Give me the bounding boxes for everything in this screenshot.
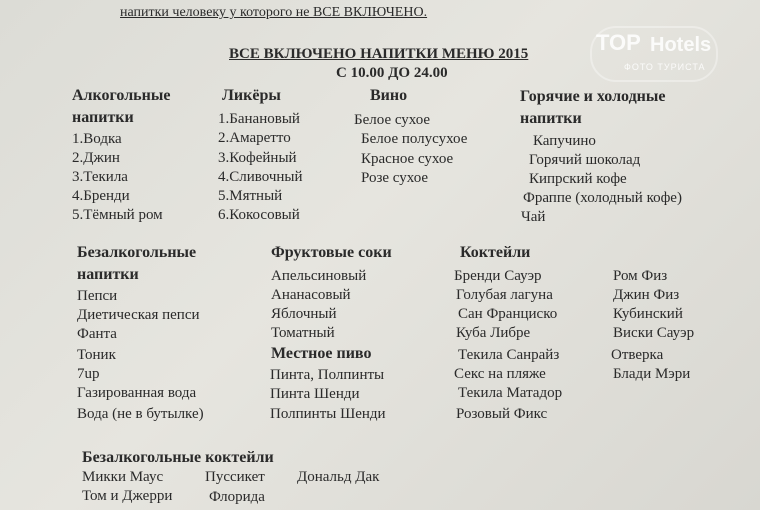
alcohol-heading-2: напитки xyxy=(72,109,134,126)
cocktail-item: Сан Франциско xyxy=(458,306,558,322)
watermark-hotels: Hotels xyxy=(650,34,712,56)
mocktail-item: Пуссикет xyxy=(205,469,265,485)
mocktail-item: Дональд Дак xyxy=(297,469,380,485)
wine-item: Белое сухое xyxy=(354,112,431,128)
soft-item: 7up xyxy=(77,366,100,382)
hot-cold-heading: Горячие и холодные xyxy=(520,88,666,105)
soft-item: Тоник xyxy=(77,347,116,363)
alcohol-item: 3.Текила xyxy=(72,169,128,185)
juice-item: Яблочный xyxy=(271,306,337,322)
cocktail-item: Текила Санрайз xyxy=(458,347,560,363)
liqueur-item: 4.Сливочный xyxy=(218,169,303,185)
soft-item: Пепси xyxy=(77,288,118,304)
alcohol-item: 2.Джин xyxy=(72,150,120,166)
cocktail-item: Виски Сауэр xyxy=(613,325,695,341)
soft-item: Газированная вода xyxy=(77,385,197,401)
alcohol-item: 1.Водка xyxy=(72,131,122,147)
soft-heading: Безалкогольные xyxy=(77,244,197,261)
wine-heading: Вино xyxy=(370,87,408,104)
liqueur-item: 2.Амаретто xyxy=(218,130,291,146)
wine-item: Белое полусухое xyxy=(361,131,468,147)
cocktail-item: Отверка xyxy=(611,347,664,363)
cocktail-item: Розовый Фикс xyxy=(456,406,548,422)
liqueur-item: 5.Мятный xyxy=(218,188,283,204)
hot-cold-heading-2: напитки xyxy=(520,110,582,127)
juice-item: Томатный xyxy=(271,325,335,341)
cocktail-item: Куба Либре xyxy=(456,325,531,341)
juice-item: Ананасовый xyxy=(271,287,351,303)
mocktail-item: Флорида xyxy=(209,489,265,505)
tophotels-watermark xyxy=(590,26,718,82)
watermark-sub: ФОТО ТУРИСТА xyxy=(624,62,706,72)
juices-heading: Фруктовые соки xyxy=(271,244,392,261)
wine-item: Красное сухое xyxy=(361,151,454,167)
watermark-top: TOP xyxy=(596,30,641,55)
cocktail-item: Текила Матадор xyxy=(458,385,563,401)
top-line: напитки человеку у которого не ВСЕ ВКЛЮЧЕНО. xyxy=(120,5,428,20)
cocktail-item: Блади Мэри xyxy=(613,366,691,382)
soft-item: Вода (не в бутылке) xyxy=(77,406,204,422)
soft-item: Фанта xyxy=(77,326,117,342)
page-title: ВСЕ ВКЛЮЧЕНО НАПИТКИ МЕНЮ 2015 xyxy=(229,46,529,62)
soft-heading-2: напитки xyxy=(77,266,139,283)
cocktail-item: Голубая лагуна xyxy=(456,287,553,303)
beer-heading: Местное пиво xyxy=(271,345,372,362)
mocktail-item: Том и Джерри xyxy=(82,488,173,504)
cocktail-item: Кубинский xyxy=(613,306,683,322)
wine-item: Розе сухое xyxy=(361,170,429,186)
hot-cold-item: Фраппе (холодный кофе) xyxy=(523,190,682,206)
hot-cold-item: Капучино xyxy=(533,133,596,149)
mocktail-item: Микки Маус xyxy=(82,469,164,485)
hours: С 10.00 ДО 24.00 xyxy=(336,65,448,81)
cocktail-item: Бренди Сауэр xyxy=(454,268,542,284)
cocktail-item: Джин Физ xyxy=(613,287,680,303)
hot-cold-item: Горячий шоколад xyxy=(529,152,641,168)
alcohol-item: 5.Тёмный ром xyxy=(72,207,163,223)
alcohol-heading: Алкогольные xyxy=(72,87,171,104)
liqueurs-heading: Ликёры xyxy=(222,87,281,104)
soft-item: Диетическая пепси xyxy=(77,307,200,323)
juice-item: Апельсиновый xyxy=(271,268,367,284)
mocktails-heading: Безалкогольные коктейли xyxy=(82,449,274,466)
liqueur-item: 1.Банановый xyxy=(218,111,300,127)
beer-item: Пинта Шенди xyxy=(270,386,360,402)
hot-cold-item: Чай xyxy=(521,209,546,225)
liqueur-item: 3.Кофейный xyxy=(218,150,297,166)
cocktails-heading: Коктейли xyxy=(460,244,531,261)
cocktail-item: Секс на пляже xyxy=(454,366,546,382)
beer-item: Пинта, Полпинты xyxy=(270,367,385,383)
beer-item: Полпинты Шенди xyxy=(270,406,386,422)
alcohol-item: 4.Бренди xyxy=(72,188,130,204)
cocktail-item: Ром Физ xyxy=(613,268,668,284)
liqueur-item: 6.Кокосовый xyxy=(218,207,300,223)
hot-cold-item: Кипрский кофе xyxy=(529,171,627,187)
